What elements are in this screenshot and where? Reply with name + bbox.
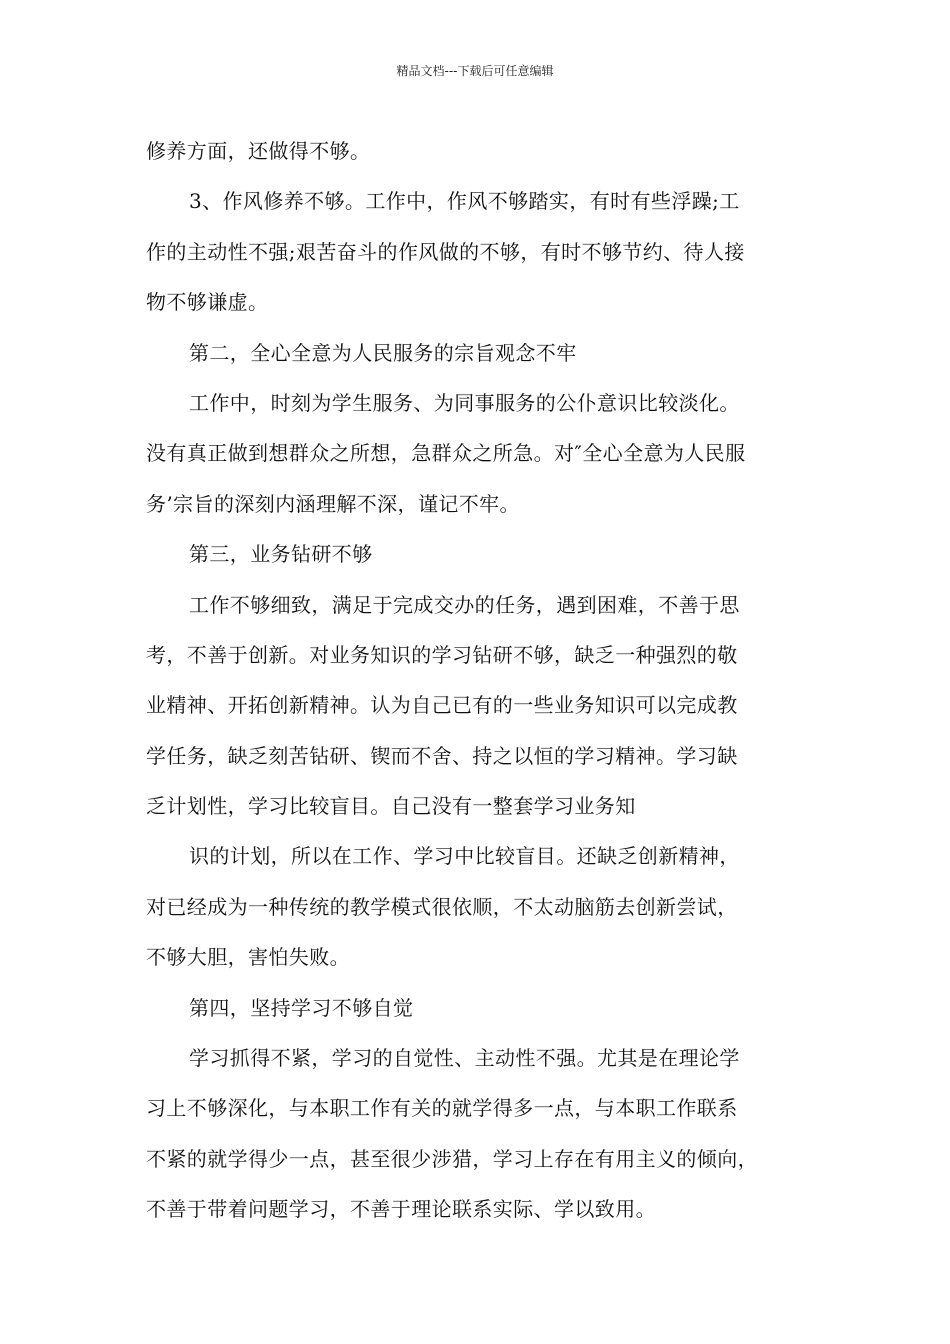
- text-line: 考，不善于创新。对业务知识的学习钻研不够，缺乏一种强烈的敬: [146, 642, 738, 667]
- text-line: 3、作风修养不够。工作中，作风不够踏实，有时有些浮躁;工: [189, 189, 740, 214]
- text-line: 习上不够深化，与本职工作有关的就学得多一点，与本职工作联系: [146, 1096, 738, 1121]
- text-line: 工作不够细致，满足于完成交办的任务，遇到困难，不善于思: [189, 592, 740, 617]
- text-line: 识的计划，所以在工作、学习中比较盲目。还缺乏创新精神，: [189, 844, 740, 869]
- page-header: 精品文档---下载后可任意编辑: [396, 64, 554, 78]
- section-heading: 第四，坚持学习不够自觉: [189, 995, 414, 1020]
- text-line: 不善于带着问题学习，不善于理论联系实际、学以致用。: [146, 1197, 656, 1222]
- text-line: 学任务，缺乏刻苦钻研、锲而不舍、持之以恒的学习精神。学习缺: [146, 743, 738, 768]
- text-line: 修养方面，还做得不够。: [146, 139, 371, 163]
- text-line: 对已经成为一种传统的教学模式很依顺，不太动脑筋去创新尝试，: [146, 894, 738, 919]
- document-body: [146, 126, 818, 1235]
- text-line: 乏计划性，学习比较盲目。自己没有一整套学习业务知: [146, 794, 636, 819]
- text-line: 作的主动性不强;艰苦奋斗的作风做的不够，有时不够节约、待人接: [146, 239, 745, 264]
- text-line: 务’宗旨的深刻内涵理解不深，谨记不牢。: [146, 491, 520, 516]
- text-line: 没有真正做到想群众之所想，急群众之所急。对″全心全意为人民服: [146, 441, 746, 466]
- text-line: 不够大胆，害怕失败。: [146, 945, 350, 970]
- text-line: 学习抓得不紧，学习的自觉性、主动性不强。尤其是在理论学: [189, 1046, 740, 1071]
- text-line: 工作中，时刻为学生服务、为同事服务的公仆意识比较淡化。: [189, 390, 740, 415]
- text-line: 不紧的就学得少一点，甚至很少涉猎，学习上存在有用主义的倾向，: [146, 1146, 758, 1171]
- section-heading: 第二，全心全意为人民服务的宗旨观念不牢: [189, 340, 577, 365]
- section-heading: 第三，业务钻研不够: [189, 542, 373, 567]
- text-line: 物不够谦虚。: [146, 290, 269, 315]
- text-line: 业精神、开拓创新精神。认为自己已有的一些业务知识可以完成教: [146, 693, 738, 718]
